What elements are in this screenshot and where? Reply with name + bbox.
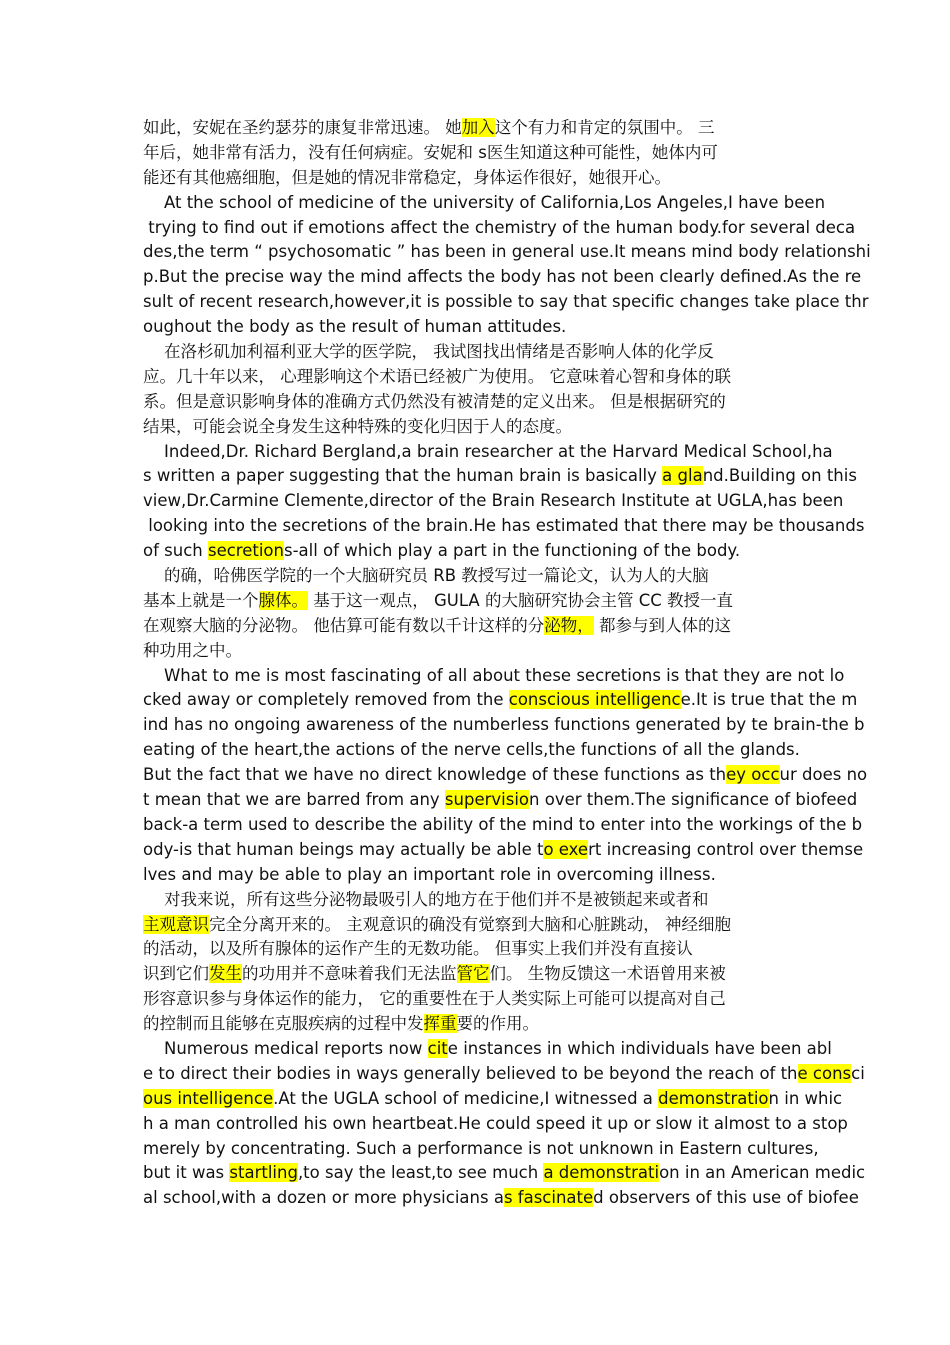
text-run: e instances in which individuals have been abl bbox=[447, 1038, 832, 1058]
highlighted-text: 泌物， bbox=[544, 615, 594, 635]
text-run: 在观察大脑的分泌物。 他估算可能有数以千计这样的分 bbox=[143, 615, 545, 635]
highlighted-text: 管它 bbox=[456, 964, 490, 984]
text-run: 这个有力和肯定的氛围中。 三 bbox=[494, 118, 715, 137]
text-line bbox=[143, 240, 871, 265]
text-run: sult of recent research,however,it is possible to say that specific changes take place thr bbox=[143, 292, 869, 312]
highlighted-text: 主观意识 bbox=[143, 914, 209, 934]
text-line bbox=[143, 888, 833, 913]
text-run: ,to say the least,to see much bbox=[297, 1163, 544, 1183]
text-run: but it was bbox=[143, 1163, 230, 1183]
text-run: lves and may be able to play an important role in overcoming illness. bbox=[143, 864, 716, 884]
highlighted-text: 挥重 bbox=[423, 1014, 457, 1034]
text-run: nd.Building on this bbox=[702, 466, 857, 486]
text-run: 年后，她非常有活力，没有任何病症。安妮和 s医生知道这种可能性，她体内可 bbox=[143, 142, 718, 162]
text-run: 要的作用。 bbox=[456, 1014, 539, 1034]
text-run: d observers of this use of biofee bbox=[593, 1188, 859, 1208]
text-line bbox=[143, 1062, 865, 1087]
text-run: h a man controlled his own heartbeat.He could speed it up or slow it almost to a stop bbox=[143, 1113, 848, 1133]
text-run: trying to find out if emotions affect the chemistry of the human body.for several deca bbox=[143, 217, 856, 237]
highlighted-text: startling bbox=[229, 1163, 298, 1183]
text-run: 完全分离开来的。 主观意识的确没有觉察到大脑和心脏跳动， 神经细胞 bbox=[209, 914, 731, 934]
highlighted-text: 加入 bbox=[461, 118, 495, 137]
text-run: cked away or completely removed from the bbox=[143, 690, 509, 710]
text-line bbox=[143, 1087, 843, 1112]
highlighted-text: a gla bbox=[662, 466, 703, 486]
highlighted-text: ey occ bbox=[726, 765, 780, 785]
text-run: 形容意识参与身体运作的能力， 它的重要性在于人类实际上可能可以提高对自己 bbox=[143, 989, 726, 1009]
text-line bbox=[143, 788, 858, 813]
text-run: 的功用并不意味着我们无法监 bbox=[242, 964, 457, 984]
highlighted-text: secretion bbox=[207, 541, 284, 561]
text-run: al school,with a dozen or more physicians a bbox=[143, 1188, 504, 1208]
text-line bbox=[143, 340, 833, 365]
text-run: e to direct their bodies in ways generally believed to be beyond the reach of th bbox=[143, 1063, 798, 1083]
text-run: merely by concentrating. Such a performance is not unknown in Eastern cultures, bbox=[143, 1138, 819, 1158]
text-line bbox=[143, 141, 833, 166]
text-run: ci bbox=[851, 1063, 865, 1083]
text-line bbox=[143, 614, 833, 639]
highlighted-text: demonstratio bbox=[658, 1088, 769, 1108]
text-line bbox=[143, 514, 865, 539]
text-run: ur does no bbox=[779, 765, 868, 785]
text-run: looking into the secretions of the brain.He has estimated that there may be thousands bbox=[143, 516, 865, 536]
text-run: n over them.The significance of biofeed bbox=[529, 790, 858, 810]
highlighted-text: a demonstrati bbox=[543, 1163, 660, 1183]
text-line bbox=[143, 315, 833, 340]
text-line bbox=[143, 1012, 833, 1037]
text-run: des,the term “ psychosomatic ” has been in general use.It means mind body relationshi bbox=[143, 242, 871, 262]
text-run: 对我来说，所有这些分泌物最吸引人的地方在于他们并不是被锁起来或者和 bbox=[143, 889, 709, 909]
text-line bbox=[143, 987, 833, 1012]
text-line bbox=[143, 589, 833, 614]
text-run: 识到它们 bbox=[143, 964, 209, 984]
highlighted-text: conscious intelligenc bbox=[508, 690, 681, 710]
highlighted-text: s fascinate bbox=[503, 1188, 594, 1208]
text-run: back-a term used to describe the ability of the mind to enter into the workings of the b bbox=[143, 814, 863, 834]
text-run: 基本上就是一个 bbox=[143, 590, 259, 610]
text-run: oughout the body as the result of human attitudes. bbox=[143, 317, 567, 337]
text-run: 的活动，以及所有腺体的运作产生的无数功能。 但事实上我们并没有直接认 bbox=[143, 939, 693, 959]
text-line bbox=[143, 290, 869, 315]
text-run: But the fact that we have no direct knowledge of these functions as th bbox=[143, 765, 727, 785]
text-line bbox=[143, 738, 833, 763]
text-run: eating of the heart,the actions of the nerve cells,the functions of all the glands. bbox=[143, 740, 800, 760]
text-line bbox=[143, 116, 833, 141]
text-run: t mean that we are barred from any bbox=[143, 790, 445, 810]
highlighted-text: 发生 bbox=[209, 964, 242, 984]
text-line bbox=[143, 863, 833, 888]
text-line bbox=[143, 191, 833, 216]
text-line bbox=[143, 937, 833, 962]
text-run: e.It is true that the m bbox=[680, 690, 858, 710]
text-run: ind has no ongoing awareness of the numberless functions generated by te brain-the b bbox=[143, 715, 865, 735]
text-line bbox=[143, 216, 856, 241]
text-line bbox=[143, 1161, 866, 1186]
text-run: Numerous medical reports now bbox=[143, 1038, 428, 1058]
text-run: 基于这一观点， GULA 的大脑研究协会主管 CC 教授一直 bbox=[308, 590, 733, 610]
text-line bbox=[143, 265, 862, 290]
text-run: Indeed,Dr. Richard Bergland,a brain researcher at the Harvard Medical School,ha bbox=[143, 441, 833, 461]
text-line bbox=[143, 664, 845, 689]
text-line bbox=[143, 1037, 833, 1062]
text-run: s-all of which play a part in the functioning of the body. bbox=[283, 541, 741, 561]
text-line bbox=[143, 440, 833, 465]
text-run: 们。 生物反馈这一术语曾用来被 bbox=[489, 964, 726, 984]
text-line bbox=[143, 838, 864, 863]
text-line bbox=[143, 1137, 833, 1162]
text-run: of such bbox=[143, 541, 208, 561]
text-line bbox=[143, 688, 858, 713]
text-line bbox=[143, 415, 833, 440]
text-run: ody-is that human beings may actually be able t bbox=[143, 839, 544, 859]
text-run: rt increasing control over themse bbox=[588, 839, 864, 859]
text-run: 都参与到人体的这 bbox=[593, 615, 731, 635]
highlighted-text: supervisio bbox=[444, 790, 530, 810]
text-run: n in whic bbox=[768, 1088, 843, 1108]
text-line bbox=[143, 639, 833, 664]
text-run: 结果，可能会说全身发生这种特殊的变化归因于人的态度。 bbox=[143, 416, 572, 436]
text-line bbox=[143, 1186, 859, 1211]
text-run: At the school of medicine of the university of California,Los Angeles,I have been bbox=[143, 192, 826, 212]
text-line bbox=[143, 763, 868, 788]
highlighted-text: o exe bbox=[543, 839, 589, 859]
text-run: 在洛杉矶加利福利亚大学的医学院， 我试图找出情绪是否影响人体的化学反 bbox=[143, 342, 714, 362]
highlighted-text: cit bbox=[427, 1038, 448, 1058]
text-run: 应。几十年以来， 心理影响这个术语已经被广为使用。 它意味着心智和身体的联 bbox=[143, 366, 731, 386]
text-line bbox=[143, 166, 833, 191]
text-run: 的控制而且能够在克服疾病的过程中发 bbox=[143, 1014, 424, 1034]
text-run: 的确，哈佛医学院的一个大脑研究员 RB 教授写过一篇论文，认为人的大脑 bbox=[143, 566, 709, 586]
text-run: 种功用之中。 bbox=[143, 640, 242, 660]
text-run: What to me is most fascinating of all about these secretions is that they are not lo bbox=[143, 665, 845, 685]
text-run: s written a paper suggesting that the human brain is basically bbox=[143, 466, 663, 486]
text-line bbox=[143, 390, 833, 415]
text-line bbox=[143, 539, 833, 564]
text-run: 能还有其他癌细胞，但是她的情况非常稳定，身体运作很好，她很开心。 bbox=[143, 167, 671, 187]
text-run: p.But the precise way the mind affects the body has not been clearly defined.As the re bbox=[143, 267, 862, 287]
text-run: 系。但是意识影响身体的准确方式仍然没有被清楚的定义出来。 但是根据研究的 bbox=[143, 391, 726, 411]
text-line bbox=[143, 962, 833, 987]
text-run: .At the UGLA school of medicine,I witnessed a bbox=[273, 1088, 659, 1108]
text-line bbox=[143, 365, 833, 390]
text-line bbox=[143, 464, 857, 489]
text-run: 如此，安妮在圣约瑟芬的康复非常迅速。 她 bbox=[143, 118, 462, 137]
body-text bbox=[143, 116, 871, 1211]
text-run: on in an American medic bbox=[659, 1163, 866, 1183]
text-line bbox=[143, 489, 844, 514]
text-line bbox=[143, 813, 863, 838]
text-run: view,Dr.Carmine Clemente,director of the Brain Research Institute at UGLA,has been bbox=[143, 491, 844, 511]
text-line bbox=[143, 1112, 848, 1137]
text-line bbox=[143, 913, 833, 938]
text-line bbox=[143, 713, 865, 738]
highlighted-text: e cons bbox=[797, 1063, 852, 1083]
highlighted-text: 腺体。 bbox=[258, 590, 308, 610]
text-line bbox=[143, 564, 833, 589]
highlighted-text: ous intelligence bbox=[143, 1088, 274, 1108]
